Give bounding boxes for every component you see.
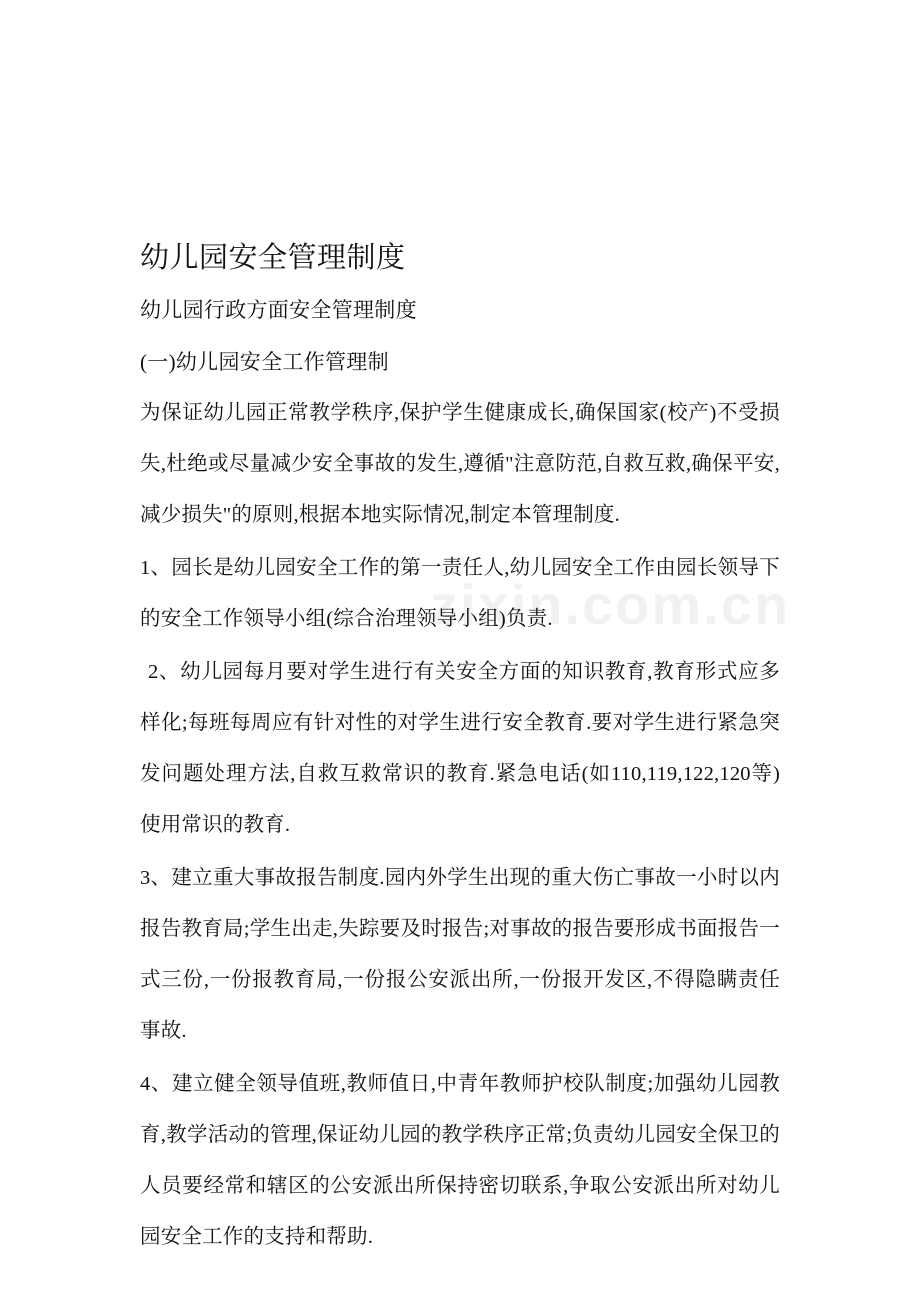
rule-item-4: 4、建立健全领导值班,教师值日,中青年教师护校队制度;加强幼儿园教育,教学活动的管理,保证幼儿园的教学秩序正常;负责幼儿园安全保卫的人员要经常和辖区的公安派出所保持密切联系,争取公安派出所对幼儿园安全工作的支持和帮助. xyxy=(140,1073,780,1248)
section-heading: (一)幼儿园安全工作管理制 xyxy=(140,350,389,374)
rule-item-3: 3、建立重大事故报告制度.园内外学生出现的重大伤亡事故一小时以内报告教育局;学生出走,失踪要及时报告;对事故的报告要形成书面报告一式三份,一份报教育局,一份报公安派出所,一份报开发区,不得隐瞒责任事故. xyxy=(140,867,780,1042)
document-title: 幼儿园安全管理制度 xyxy=(140,242,406,274)
rule-item-1: 1、园长是幼儿园安全工作的第一责任人,幼儿园安全工作由园长领导下的安全工作领导小组(综合治理领导小组)负责. xyxy=(140,557,780,630)
document-subtitle: 幼儿园行政方面安全管理制度 xyxy=(140,298,417,322)
document-body xyxy=(140,232,780,1265)
rule-item-2: 2、幼儿园每月要对学生进行有关安全方面的知识教育,教育形式应多样化;每班每周应有针对性的对学生进行安全教育.要对学生进行紧急突发问题处理方法,自救互救常识的教育.紧急电话(如110,119,122,120等)使用常识的教育. xyxy=(140,661,780,836)
intro-paragraph: 为保证幼儿园正常教学秩序,保护学生健康成长,确保国家(校产)不受损失,杜绝或尽量减少安全事故的发生,遵循"注意防范,自救互救,确保平安,减少损失"的原则,根据本地实际情况,制定本管理制度. xyxy=(140,402,780,526)
watermark: zixin.com.cn xyxy=(430,573,791,636)
